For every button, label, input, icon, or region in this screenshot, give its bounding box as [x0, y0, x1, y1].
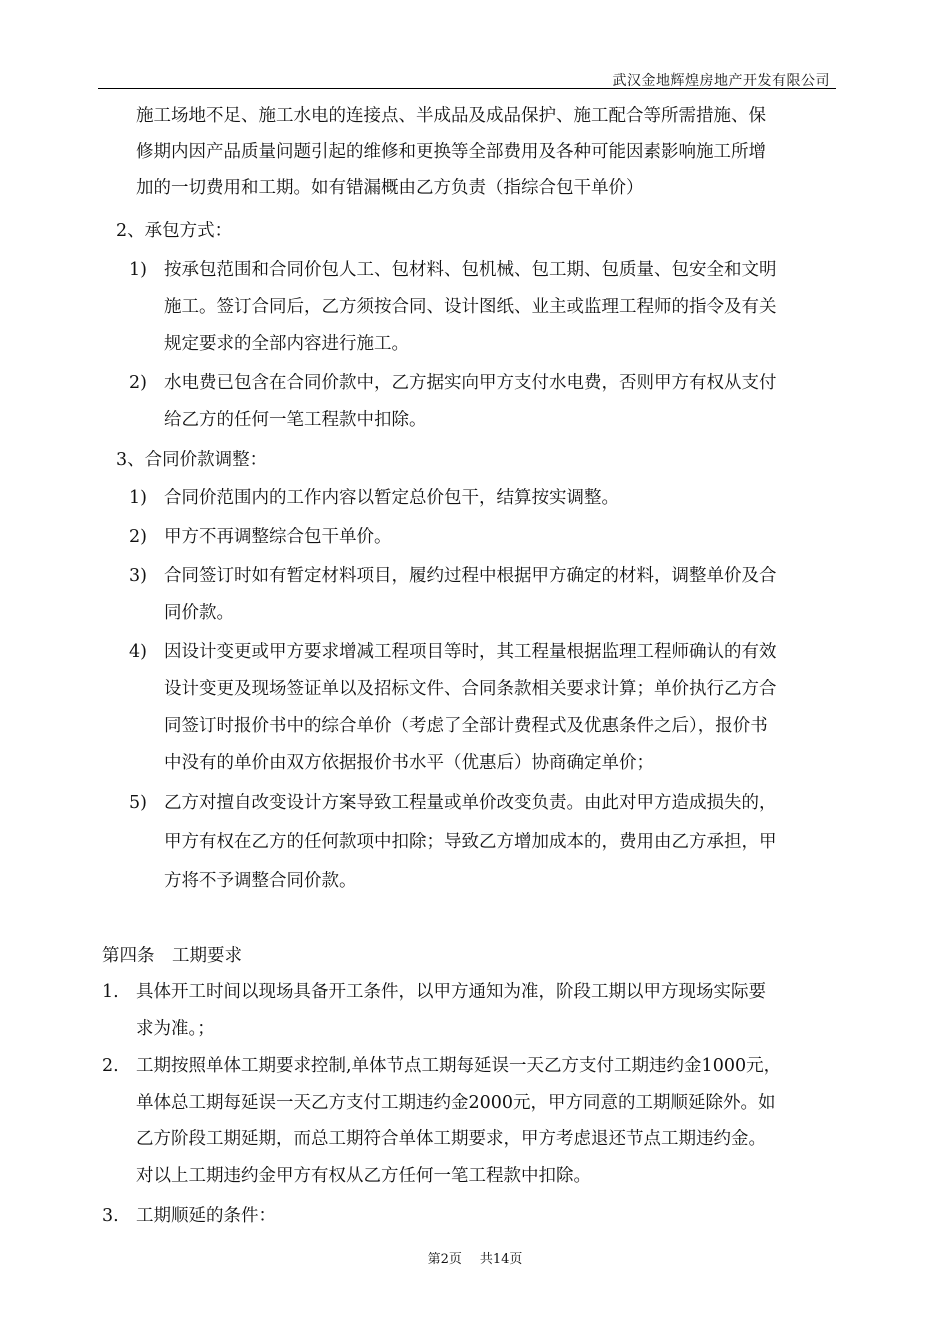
text-line: 按承包范围和合同价包人工、包材料、包机械、包工期、包质量、包安全和文明 — [164, 260, 777, 280]
header-company: 武汉金地辉煌房地产开发有限公司 — [612, 73, 830, 89]
item-number: 4) — [129, 642, 147, 662]
header-rule — [98, 88, 836, 89]
text-line: 加的一切费用和工期。如有错漏概由乙方负责（指综合包干单价） — [136, 178, 644, 198]
text-line: 单体总工期每延误一天乙方支付工期违约金2000元，甲方同意的工期顺延除外。如 — [136, 1093, 776, 1113]
text-line: 工期顺延的条件： — [136, 1206, 276, 1226]
item-number: 2) — [129, 373, 147, 393]
text-line: 甲方不再调整综合包干单价。 — [164, 527, 392, 547]
text-line: 规定要求的全部内容进行施工。 — [164, 334, 409, 354]
text-line: 合同签订时如有暂定材料项目，履约过程中根据甲方确定的材料，调整单价及合 — [164, 566, 777, 586]
text-line: 乙方阶段工期延期，而总工期符合单体工期要求，甲方考虑退还节点工期违约金。 — [136, 1129, 766, 1149]
text-line: 因设计变更或甲方要求增减工程项目等时，其工程量根据监理工程师确认的有效 — [164, 642, 777, 662]
text-line: 求为准。； — [136, 1019, 215, 1039]
page-footer — [0, 1248, 950, 1267]
section-heading: 3、合同价款调整： — [116, 450, 268, 470]
text-line: 合同价范围内的工作内容以暂定总价包干，结算按实调整。 — [164, 488, 619, 508]
text-line: 甲方有权在乙方的任何款项中扣除；导致乙方增加成本的，费用由乙方承担，甲 — [164, 832, 777, 852]
item-number: 1. — [102, 982, 119, 1002]
item-number: 2. — [102, 1056, 119, 1076]
item-number: 3. — [102, 1206, 119, 1226]
text-line: 工期按照单体工期要求控制,单体节点工期每延误一天乙方支付工期违约金1000元， — [136, 1056, 782, 1076]
page-total: 共14页 — [479, 1252, 523, 1267]
text-line: 对以上工期违约金甲方有权从乙方任何一笔工程款中扣除。 — [136, 1166, 591, 1186]
text-line: 修期内因产品质量问题引起的维修和更换等全部费用及各种可能因素影响施工所增 — [136, 142, 766, 162]
text-line: 方将不予调整合同价款。 — [164, 871, 357, 891]
item-number: 3) — [129, 566, 147, 586]
text-line: 设计变更及现场签证单以及招标文件、合同条款相关要求计算；单价执行乙方合 — [164, 679, 777, 699]
text-line: 同签订时报价书中的综合单价（考虑了全部计费程式及优惠条件之后），报价书 — [164, 716, 768, 736]
item-number: 5) — [129, 793, 147, 813]
text-line: 施工场地不足、施工水电的连接点、半成品及成品保护、施工配合等所需措施、保 — [136, 106, 766, 126]
article-heading: 第四条 工期要求 — [102, 946, 242, 966]
section-heading: 2、承包方式： — [116, 221, 233, 241]
text-line: 具体开工时间以现场具备开工条件，以甲方通知为准，阶段工期以甲方现场实际要 — [136, 982, 766, 1002]
text-line: 给乙方的任何一笔工程款中扣除。 — [164, 410, 427, 430]
item-number: 2) — [129, 527, 147, 547]
text-line: 施工。签订合同后，乙方须按合同、设计图纸、业主或监理工程师的指令及有关 — [164, 297, 777, 317]
text-line: 中没有的单价由双方依据报价书水平（优惠后）协商确定单价； — [164, 753, 654, 773]
page-number: 第2页 — [427, 1252, 462, 1267]
item-number: 1) — [129, 488, 147, 508]
item-number: 1) — [129, 260, 147, 280]
text-line: 同价款。 — [164, 603, 234, 623]
text-line: 水电费已包含在合同价款中，乙方据实向甲方支付水电费，否则甲方有权从支付 — [164, 373, 777, 393]
text-line: 乙方对擅自改变设计方案导致工程量或单价改变负责。由此对甲方造成损失的， — [164, 793, 777, 813]
